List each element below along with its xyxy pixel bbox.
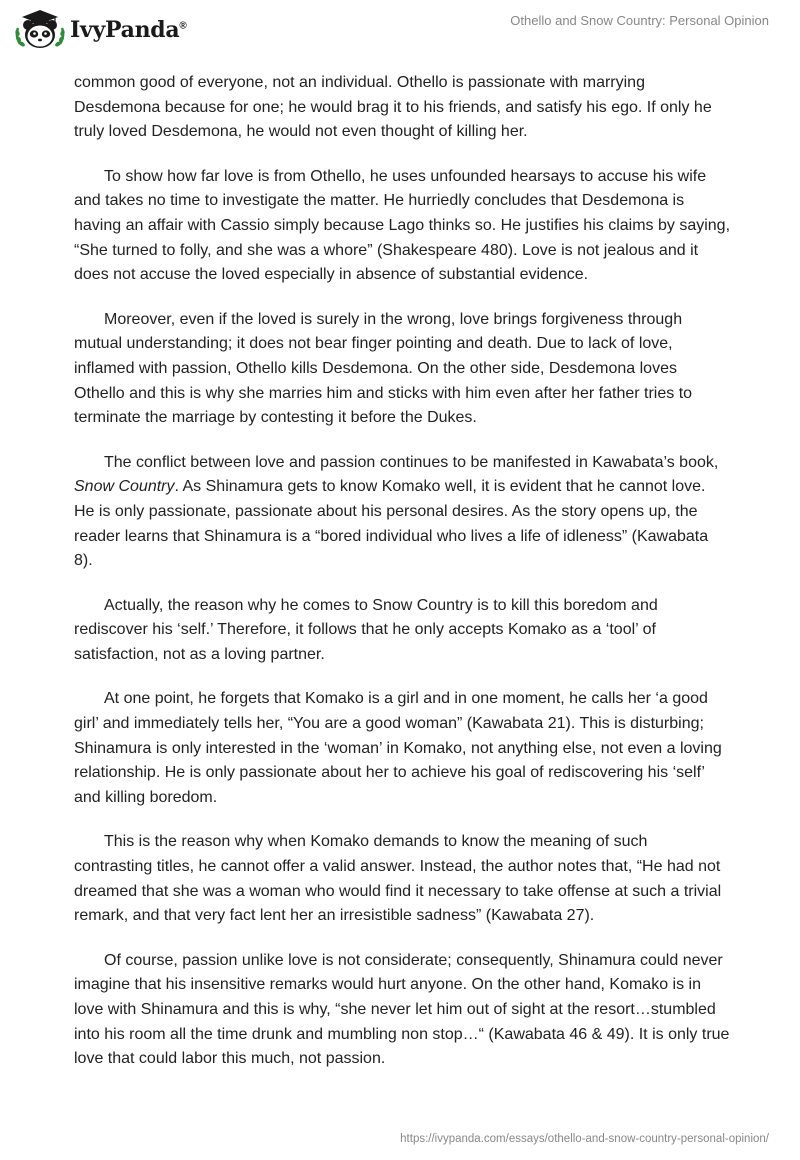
book-title: Snow Country (74, 478, 175, 496)
source-url[interactable]: https://ivypanda.com/essays/othello-and-snow-country-personal-opinion/ (400, 1133, 769, 1145)
brand-logo[interactable] (14, 8, 186, 52)
paragraph: The conflict between love and passion continues to be manifested in Kawabata’s book, Snow Country. As Shinamura gets to know Komako well, it is evident that he cannot love. He is only passionate, passionate about his personal desires. As the story opens up, the reader learns that Shinamura is a “bored individual who lives a life of idleness” (Kawabata 8). (74, 453, 719, 570)
paragraph: Of course, passion unlike love is not considerate; consequently, Shinamura could never imagine that his insensitive remarks would hurt anyone. On the other hand, Komako is in love with Shinamura and this is why, “she never let him out of sight at the resort…stumbled into his room all the time drunk and mumbling non stop…“ (Kawabata 46 & 49). It is only true love that could labor this much, not passion. (74, 951, 730, 1068)
paragraph: This is the reason why when Komako demands to know the meaning of such contrasting titles, he cannot offer a valid answer. Instead, the author notes that, “He had not dreamed that she was a woman who would find it necessary to take offense at such a trivial remark, and that very fact lent her an irresistible sadness” (Kawabata 27). (74, 833, 722, 925)
document-title: Othello and Snow Country: Personal Opinion (510, 13, 769, 28)
paragraph: To show how far love is from Othello, he uses unfounded hearsays to accuse his wife and takes no time to investigate the matter. He hurriedly concludes that Desdemona is having an affair with Cassio simply because Lago thinks so. He justifies his claims by saying, “She turned to folly, and she was a whore” (Shakespeare 480). Love is not jealous and it does not accuse the loved especially in absence of substantial evidence. (74, 167, 731, 284)
paragraph: Actually, the reason why he comes to Snow Country is to kill this boredom and rediscover his ‘self.’ Therefore, it follows that he only accepts Komako as a ‘tool’ of satisfaction, not as a loving partner. (74, 596, 658, 663)
page-header (0, 0, 800, 62)
essay-body (74, 71, 730, 1092)
registered-mark: ® (179, 20, 187, 32)
panda-graduate-icon (14, 8, 66, 52)
paragraph: Moreover, even if the loved is surely in the wrong, love brings forgiveness through mutual understanding; it does not bear finger pointing and death. Due to lack of love, inflamed with passion, Othello kills Desdemona. On the other side, Desdemona loves Othello and this is why she marries him and sticks with him even after her father tries to terminate the marriage by contesting it before the Dukes. (74, 310, 693, 427)
paragraph: At one point, he forgets that Komako is a girl and in one moment, he calls her ‘a good girl’ and immediately tells her, “You are a good woman” (Kawabata 21). This is disturbing; Shinamura is only interested in the ‘woman’ in Komako, not anything else, not even a loving relationship. He is only passionate about her to achieve his goal of rediscovering his ‘self’ and killing boredom. (74, 690, 722, 806)
paragraph: common good of everyone, not an individual. Othello is passionate with marrying Desdemona because for one; he would brag it to his friends, and satisfy his ego. If only he truly loved Desdemona, he would not even thought of killing her. (74, 74, 712, 141)
brand-name: IvyPanda® (70, 17, 187, 43)
